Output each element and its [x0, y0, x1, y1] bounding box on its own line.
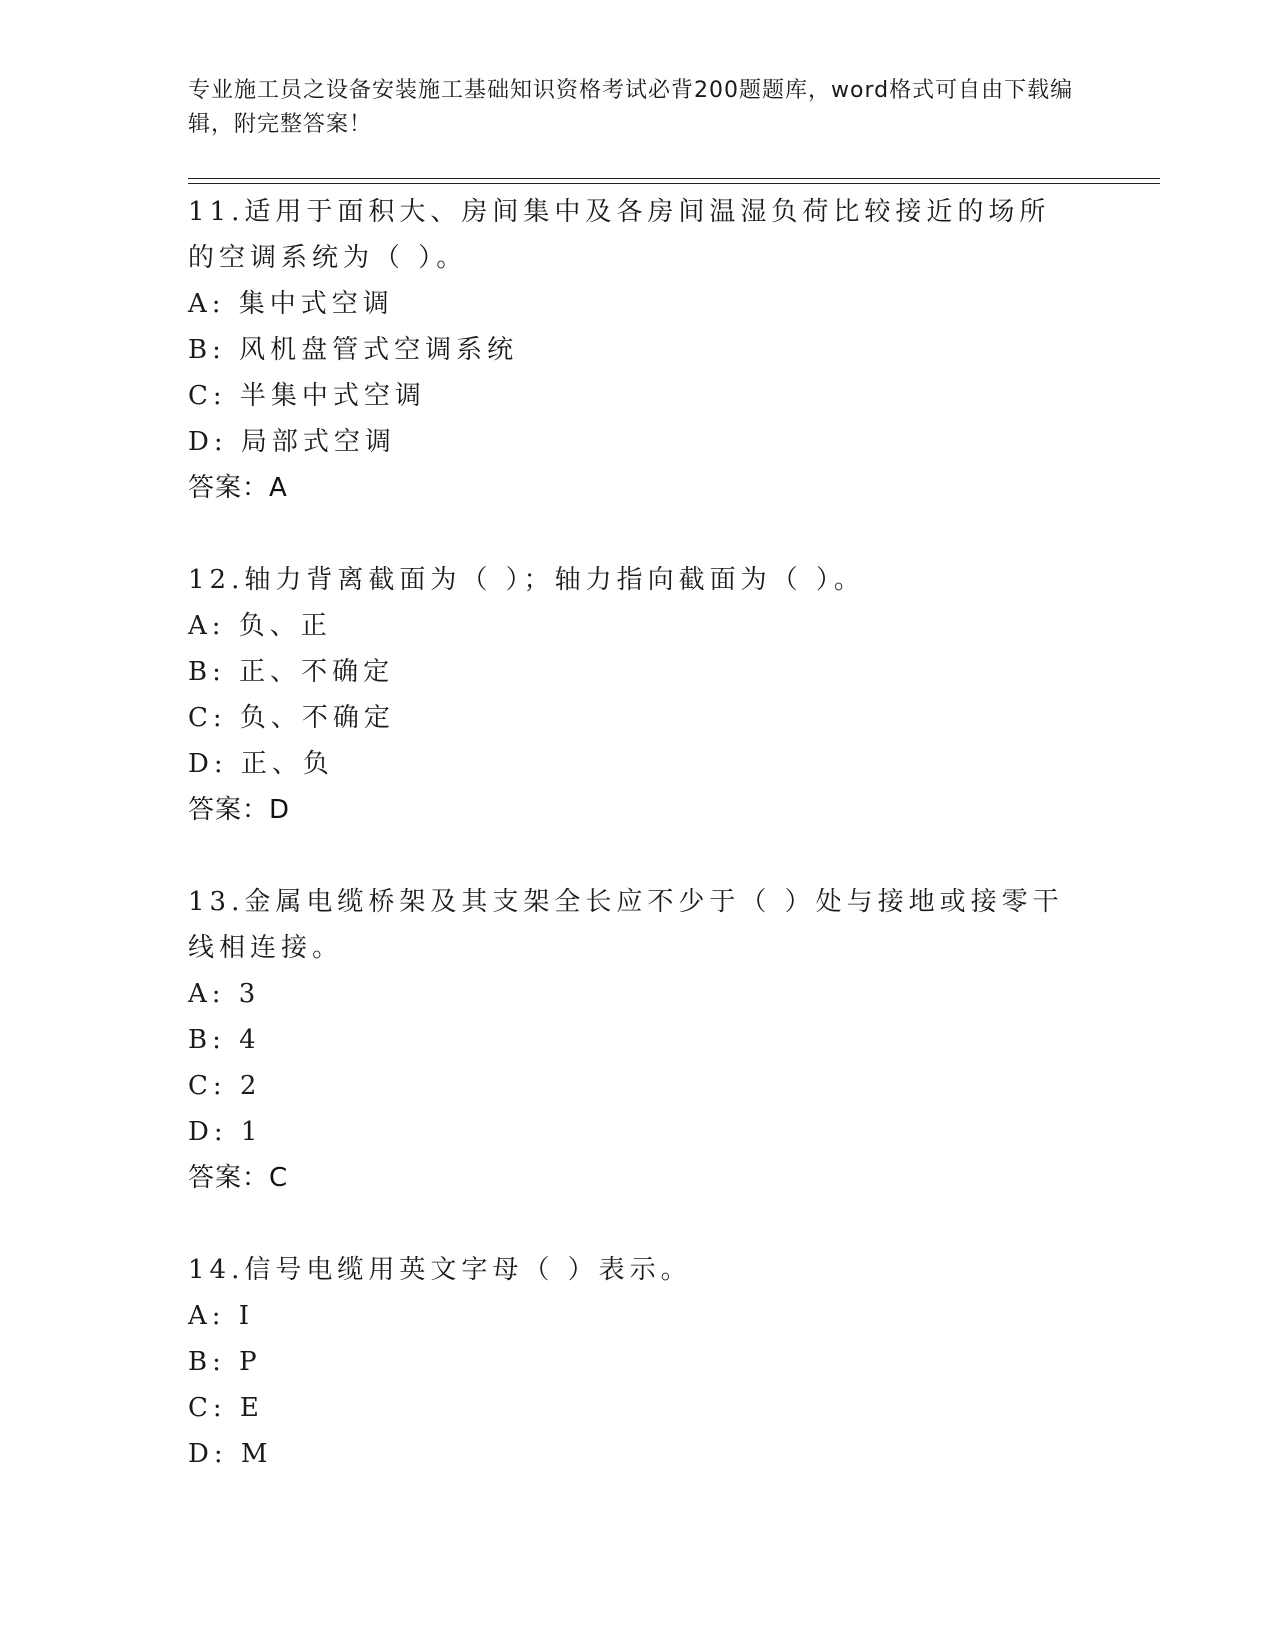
- question-text: 12.轴力背离截面为（ ）；轴力指向截面为（ ）。: [188, 565, 865, 595]
- question-spacer: [188, 1201, 1088, 1247]
- answer-line: 答案：C: [188, 1163, 289, 1193]
- document-header: 专业施工员之设备安装施工基础知识资格考试必背200题题库，word格式可自由下载编辑，附完整答案！: [188, 78, 1074, 137]
- option-b: B: 4: [188, 1025, 261, 1055]
- option-d: D: M: [188, 1439, 273, 1469]
- question-14: [188, 1247, 1088, 1477]
- option-a: A: 负、正: [188, 611, 332, 641]
- question-text: 13.金属电缆桥架及其支架全长应不少于（ ）处与接地或接零干线相连接。: [188, 887, 1064, 963]
- header-divider-bottom: [188, 183, 1160, 184]
- option-d: D: 正、负: [188, 749, 334, 779]
- question-spacer: [188, 511, 1088, 557]
- question-text: 11.适用于面积大、房间集中及各房间温湿负荷比较接近的场所的空调系统为（ ）。: [188, 197, 1051, 273]
- option-c: C: 2: [188, 1071, 262, 1101]
- question-11: [188, 189, 1088, 511]
- question-12: [188, 557, 1088, 833]
- option-c: C: E: [188, 1393, 264, 1423]
- header-divider-top: [188, 178, 1160, 179]
- option-b: B: P: [188, 1347, 262, 1377]
- option-b: B: 风机盘管式空调系统: [188, 335, 519, 365]
- question-list: [188, 189, 1088, 1477]
- option-d: D: 1: [188, 1117, 263, 1147]
- question-text: 14.信号电缆用英文字母（ ）表示。: [188, 1255, 692, 1285]
- option-b: B: 正、不确定: [188, 657, 395, 687]
- option-a: A: 3: [188, 979, 261, 1009]
- option-c: C: 半集中式空调: [188, 381, 426, 411]
- option-a: A: 集中式空调: [188, 289, 394, 319]
- question-13: [188, 879, 1088, 1201]
- answer-line: 答案：A: [188, 473, 288, 503]
- option-c: C: 负、不确定: [188, 703, 395, 733]
- option-d: D: 局部式空调: [188, 427, 396, 457]
- answer-line: 答案：D: [188, 795, 291, 825]
- option-a: A: I: [188, 1301, 255, 1331]
- question-spacer: [188, 833, 1088, 879]
